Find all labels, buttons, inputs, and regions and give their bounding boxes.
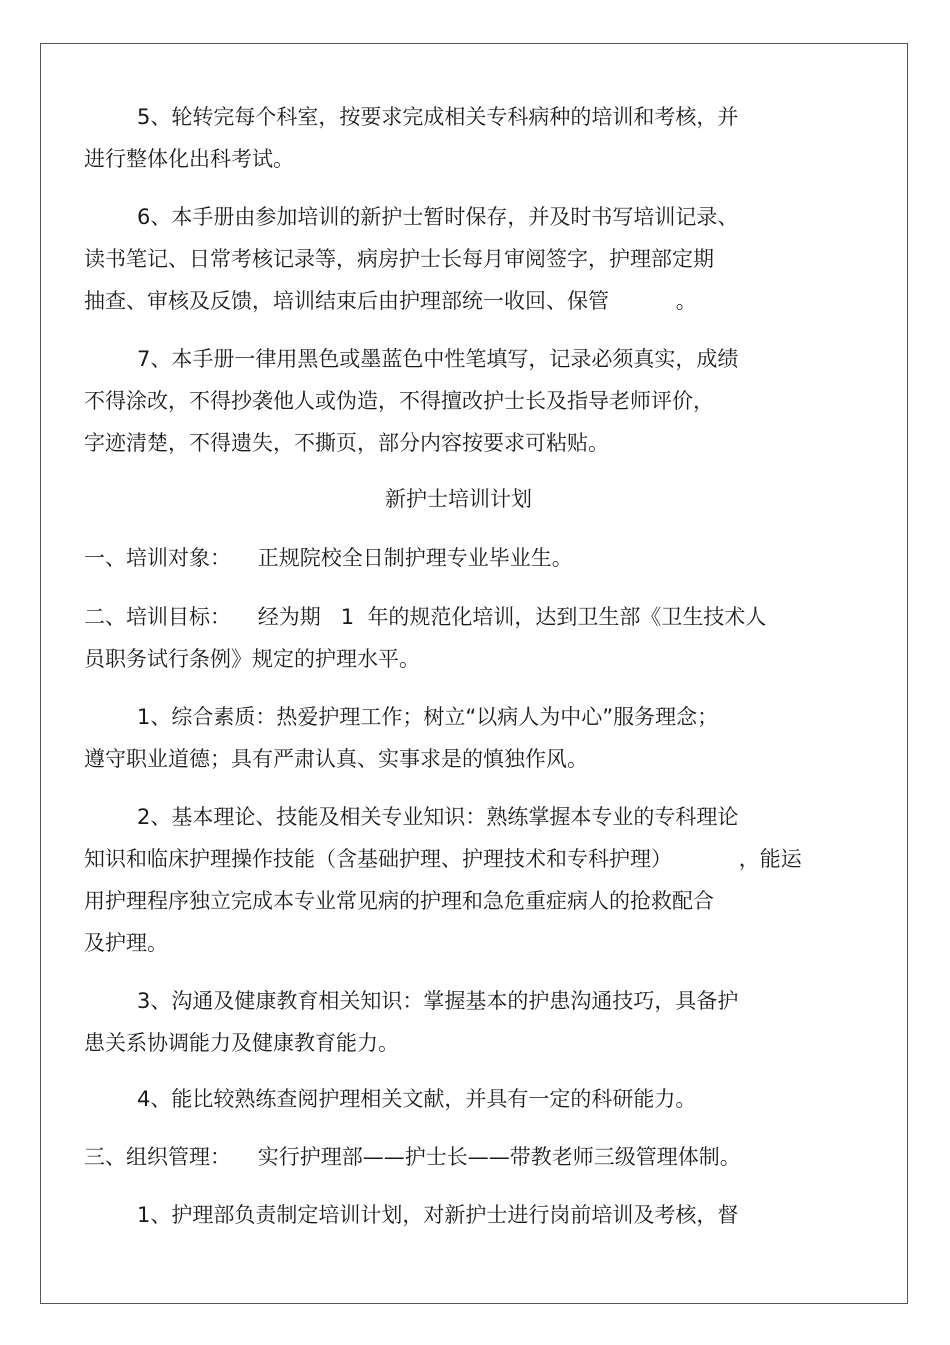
paragraph-5-line-2: 进行整体化出科考试。 <box>84 147 294 171</box>
goal-4-line-1: 4、能比较熟练查阅护理相关文献，并具有一定的科研能力。 <box>137 1087 697 1111</box>
goal-2-line-1: 2、基本理论、技能及相关专业知识：熟练掌握本专业的专科理论 <box>137 805 739 829</box>
management-1-line-1: 1、护理部负责制定培训计划，对新护士进行岗前培训及考核，督 <box>137 1203 739 1227</box>
goal-3-line-2: 患关系协调能力及健康教育能力。 <box>84 1031 399 1055</box>
paragraph-6-line-3: 抽查、审核及反馈，培训结束后由护理部统一收回、保管 。 <box>84 289 697 313</box>
paragraph-6-line-1: 6、本手册由参加培训的新护士暂时保存，并及时书写培训记录、 <box>137 205 739 229</box>
organization-management: 三、组织管理： 实行护理部——护士长——带教老师三级管理体制。 <box>84 1145 741 1169</box>
training-goal-line-1: 二、培训目标： 经为期 1 年的规范化培训，达到卫生部《卫生技术人 <box>84 605 767 629</box>
goal-2-line-4: 及护理。 <box>84 931 168 955</box>
training-target: 一、培训对象： 正规院校全日制护理专业毕业生。 <box>84 546 573 570</box>
paragraph-7-line-2: 不得涂改，不得抄袭他人或伪造，不得擅改护士长及指导老师评价， <box>84 389 714 413</box>
paragraph-6-line-2: 读书笔记、日常考核记录等，病房护士长每月审阅签字，护理部定期 <box>84 247 714 271</box>
paragraph-7-line-3: 字迹清楚，不得遗失，不撕页，部分内容按要求可粘贴。 <box>84 431 609 455</box>
goal-2-line-3: 用护理程序独立完成本专业常见病的护理和急危重症病人的抢救配合 <box>84 889 714 913</box>
goal-2-line-2: 知识和临床护理操作技能（含基础护理、护理技术和专科护理） ，能运 <box>84 847 802 871</box>
page-border <box>40 43 908 1304</box>
section-title: 新护士培训计划 <box>385 487 532 511</box>
paragraph-7-line-1: 7、本手册一律用黑色或墨蓝色中性笔填写，记录必须真实，成绩 <box>137 347 739 371</box>
goal-1-line-1: 1、综合素质：热爱护理工作；树立“以病人为中心”服务理念； <box>137 705 719 729</box>
training-goal-line-2: 员职务试行条例》规定的护理水平。 <box>84 647 420 671</box>
goal-1-line-2: 遵守职业道德；具有严肃认真、实事求是的慎独作风。 <box>84 747 588 771</box>
paragraph-5-line-1: 5、轮转完每个科室，按要求完成相关专科病种的培训和考核，并 <box>137 105 739 129</box>
goal-3-line-1: 3、沟通及健康教育相关知识：掌握基本的护患沟通技巧，具备护 <box>137 989 739 1013</box>
